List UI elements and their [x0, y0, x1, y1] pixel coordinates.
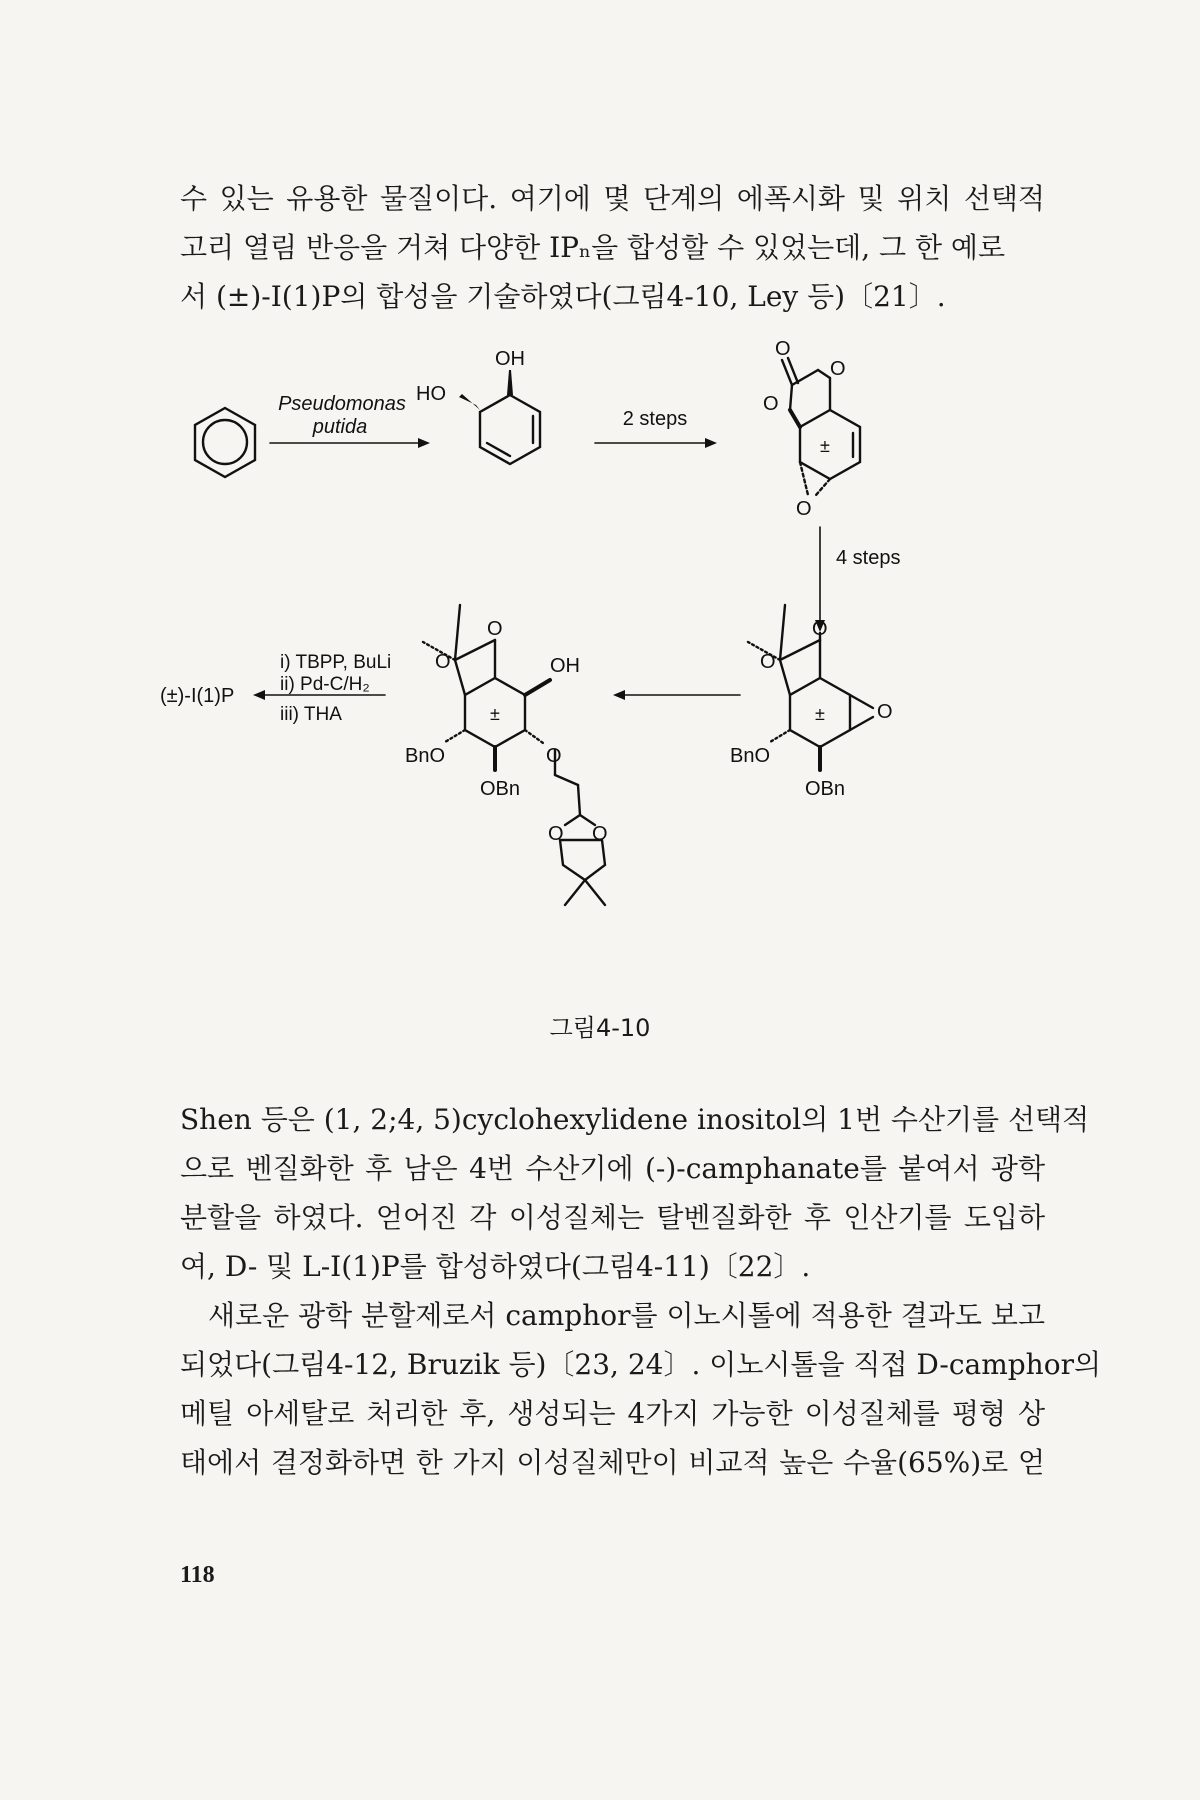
text-line: 서 (±)-I(1)P의 합성을 기술하였다(그림4-10, Ley 등)〔21〕. [180, 280, 946, 313]
text-line: 태에서 결정화하면 한 가지 이성질체만이 비교적 높은 수율(65%)로 얻 [180, 1446, 1045, 1479]
reaction-arrow-2 [595, 408, 717, 448]
protected-inositol-structure [405, 605, 608, 905]
atom-label-ho: HO [416, 383, 446, 405]
text-line: 여, D- 및 L-I(1)P를 합성하였다(그림4-11)〔22〕. [180, 1250, 811, 1283]
cis-diol-structure [416, 348, 540, 464]
reagent-organism-genus: Pseudomonas [278, 393, 406, 415]
atom-label-obn: OBn [480, 778, 521, 800]
reaction-scheme [160, 338, 1060, 1010]
paragraph-top [180, 174, 1045, 321]
atom-label-ether-o: O [546, 745, 562, 767]
reaction-arrow-4 [613, 690, 740, 700]
text-line: 으로 벤질화한 후 남은 4번 수산기에 (-)-camphanate를 붙여서 광학 [180, 1152, 1045, 1185]
carbonate-epoxide-structure [763, 338, 860, 520]
product-label: (±)-I(1)P [160, 685, 235, 707]
text-line: 메틸 아세탈로 처리한 후, 생성되는 4가지 가능한 이성질체를 평형 상 [180, 1397, 1045, 1430]
atom-label-oh: OH [550, 655, 580, 677]
reaction-arrow-3 [815, 527, 900, 632]
page-number: 118 [180, 1562, 215, 1588]
acetonide-epoxide-structure [730, 605, 893, 800]
atom-label-epoxide-o: O [796, 498, 812, 520]
step-label-4-steps: 4 steps [836, 547, 901, 569]
text-line: 분할을 하였다. 얻어진 각 이성질체는 탈벤질화한 후 인산기를 도입하 [180, 1201, 1045, 1234]
reaction-arrow-5 [160, 652, 391, 725]
reaction-arrow-1 [270, 393, 430, 448]
step-label-2-steps: 2 steps [622, 408, 688, 430]
benzene-structure [195, 408, 255, 477]
text-line: 새로운 광학 분할제로서 camphor를 이노시톨에 적용한 결과도 보고 [208, 1299, 1045, 1332]
reagent-step-2: ii) Pd-C/H₂ [280, 674, 370, 695]
racemic-marker: ± [820, 436, 830, 456]
atom-label-obn: OBn [805, 778, 846, 800]
atom-label-bno: BnO [405, 745, 446, 767]
atom-label-dioxane-o-left: O [548, 823, 564, 845]
text-line: 수 있는 유용한 물질이다. 여기에 몇 단계의 에폭시화 및 위치 선택적 [180, 182, 1045, 215]
reagent-step-1: i) TBPP, BuLi [280, 652, 392, 673]
reagent-organism-species: putida [312, 416, 368, 438]
figure-caption: 그림4-10 [549, 1014, 651, 1042]
atom-label-oh: OH [495, 348, 525, 370]
atom-label-o-left: O [435, 651, 451, 673]
atom-label-epoxide-o: O [877, 701, 893, 723]
atom-label-carbonyl-o: O [775, 338, 791, 360]
atom-label-o-top: O [812, 618, 828, 640]
racemic-marker: ± [815, 704, 825, 724]
text-line: 고리 열림 반응을 거쳐 다양한 IPₙ을 합성할 수 있었는데, 그 한 예로 [180, 231, 1006, 264]
atom-label-bno: BnO [730, 745, 771, 767]
paragraph-bottom [180, 1291, 1102, 1487]
reagent-step-3: iii) THA [280, 704, 342, 725]
atom-label-o-left: O [760, 651, 776, 673]
paragraph-middle [180, 1095, 1090, 1291]
atom-label-o-top: O [487, 618, 503, 640]
atom-label-ring-o-2: O [763, 393, 779, 415]
atom-label-dioxane-o-right: O [592, 823, 608, 845]
text-line: 되었다(그림4-12, Bruzik 등)〔23, 24〕. 이노시톨을 직접 D-camphor의 [180, 1348, 1102, 1381]
text-line: Shen 등은 (1, 2;4, 5)cyclohexylidene inositol의 1번 수산기를 선택적 [180, 1103, 1090, 1136]
atom-label-ring-o: O [830, 358, 846, 380]
racemic-marker: ± [490, 704, 500, 724]
